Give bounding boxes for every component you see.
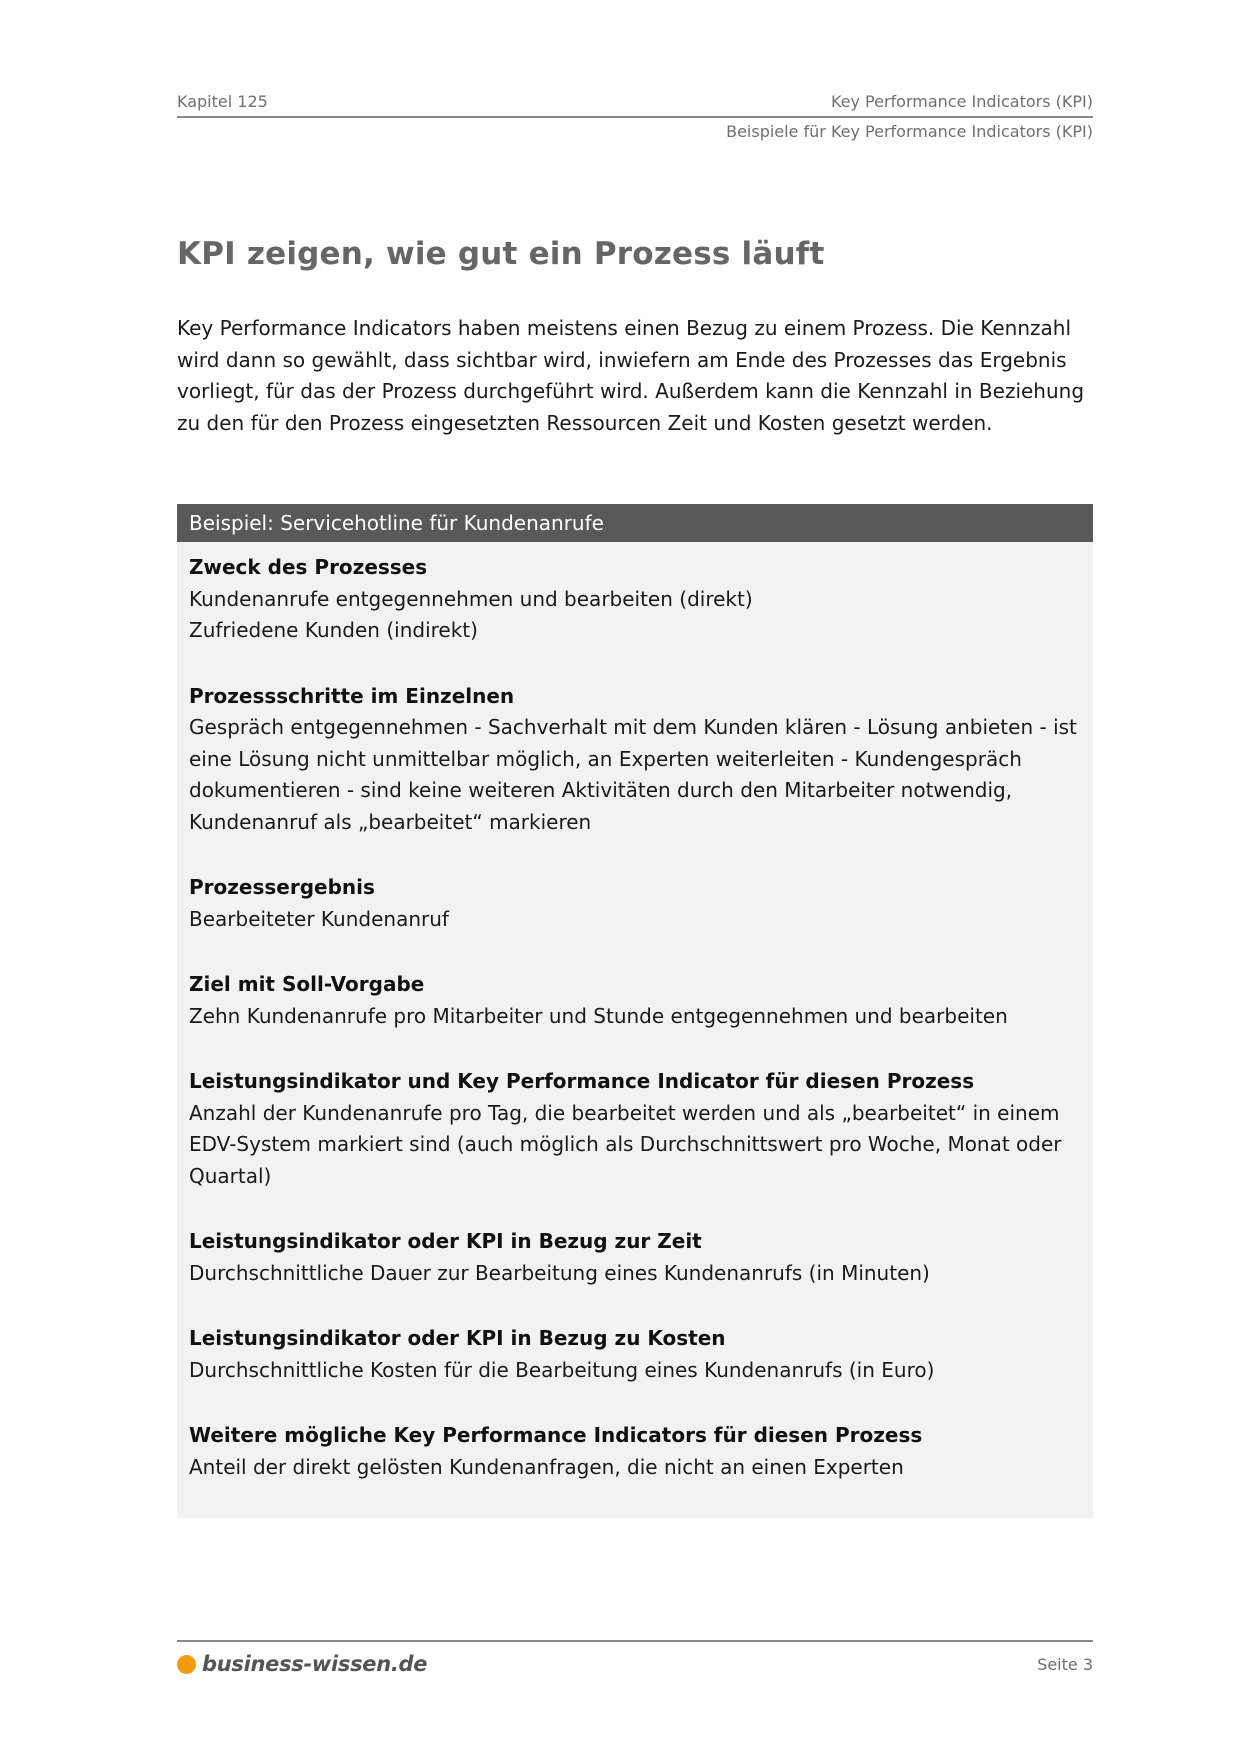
section-title: Prozessschritte im Einzelnen	[189, 683, 515, 708]
footer-row	[177, 1652, 1093, 1676]
section-kpi-time	[189, 1226, 1081, 1289]
section-target	[189, 969, 1081, 1032]
example-heading: Beispiel: Servicehotline für Kundenanrufe	[177, 504, 1093, 542]
section-title: Leistungsindikator und Key Performance Indicator für diesen Prozess	[189, 1069, 975, 1093]
section-title: Ziel mit Soll-Vorgabe	[189, 972, 425, 996]
section-title: Zweck des Prozesses	[189, 555, 428, 579]
section-title: Weitere mögliche Key Performance Indicators für diesen Prozess	[189, 1423, 923, 1447]
section-text: Anteil der direkt gelösten Kundenanfragen, die nicht an einen Experten	[189, 1454, 904, 1479]
section-further-kpis	[189, 1420, 1081, 1483]
section-process-steps	[189, 681, 1081, 839]
section-text: Bearbeiteter Kundenanruf	[189, 906, 449, 931]
chapter-label: Kapitel 125	[177, 92, 268, 111]
header-top-row	[177, 92, 1093, 118]
section-title: Beispiele für Key Performance Indicators (KPI)	[726, 122, 1093, 141]
page-number: Seite 3	[1037, 1654, 1093, 1674]
section-process-result	[189, 872, 1081, 935]
section-title: Prozessergebnis	[189, 875, 375, 899]
section-text: Durchschnittliche Kosten für die Bearbeitung eines Kundenanrufs (in Euro)	[189, 1357, 935, 1382]
section-text: Kundenanrufe entgegennehmen und bearbeiten (direkt)	[189, 586, 753, 611]
section-purpose	[189, 552, 1081, 647]
section-text: Gespräch entgegennehmen - Sachverhalt mit dem Kunden klären - Lösung anbieten - ist eine Lösung nicht unmittelbar möglich, an Experten weiterleiten - Kundengespräch dokumentieren - sind keine weiteren Aktivitäten durch den Mitarbeiter notwendig, Kundenanruf als „bearbeitet“ markieren	[189, 715, 1077, 834]
page-header	[177, 92, 1093, 141]
brand-logo	[177, 1652, 427, 1676]
section-kpi	[189, 1066, 1081, 1192]
section-title: Leistungsindikator oder KPI in Bezug zur Zeit	[189, 1229, 702, 1253]
example-box	[177, 504, 1093, 1518]
book-title: Key Performance Indicators (KPI)	[830, 92, 1093, 111]
section-text: Zufriedene Kunden (indirekt)	[189, 618, 478, 642]
intro-paragraph: Key Performance Indicators haben meistens einen Bezug zu einem Prozess. Die Kennzahl wird dann so gewählt, dass sichtbar wird, inwiefern am Ende des Prozesses das Ergebnis vorliegt, für das der Prozess durchgeführt wird. Außerdem kann die Kennzahl in Beziehung zu den für den Prozess eingesetzten Ressourcen Zeit und Kosten gesetzt werden.	[177, 316, 1085, 435]
example-body	[177, 542, 1093, 1483]
brand-name: business-wissen.de	[202, 1652, 428, 1676]
page-title: KPI zeigen, wie gut ein Prozess läuft	[177, 236, 825, 272]
section-title: Leistungsindikator oder KPI in Bezug zu Kosten	[189, 1326, 726, 1350]
brand-dot-icon	[177, 1655, 196, 1674]
section-kpi-cost	[189, 1323, 1081, 1386]
section-text: Zehn Kundenanrufe pro Mitarbeiter und Stunde entgegennehmen und bearbeiten	[189, 1003, 1008, 1028]
section-text: Durchschnittliche Dauer zur Bearbeitung eines Kundenanrufs (in Minuten)	[189, 1260, 930, 1285]
section-text: Anzahl der Kundenanrufe pro Tag, die bearbeitet werden und als „bearbeitet“ in einem EDV-System markiert sind (auch möglich als Durchschnittswert pro Woche, Monat oder Quartal)	[189, 1100, 1062, 1188]
page-footer	[177, 1640, 1093, 1676]
